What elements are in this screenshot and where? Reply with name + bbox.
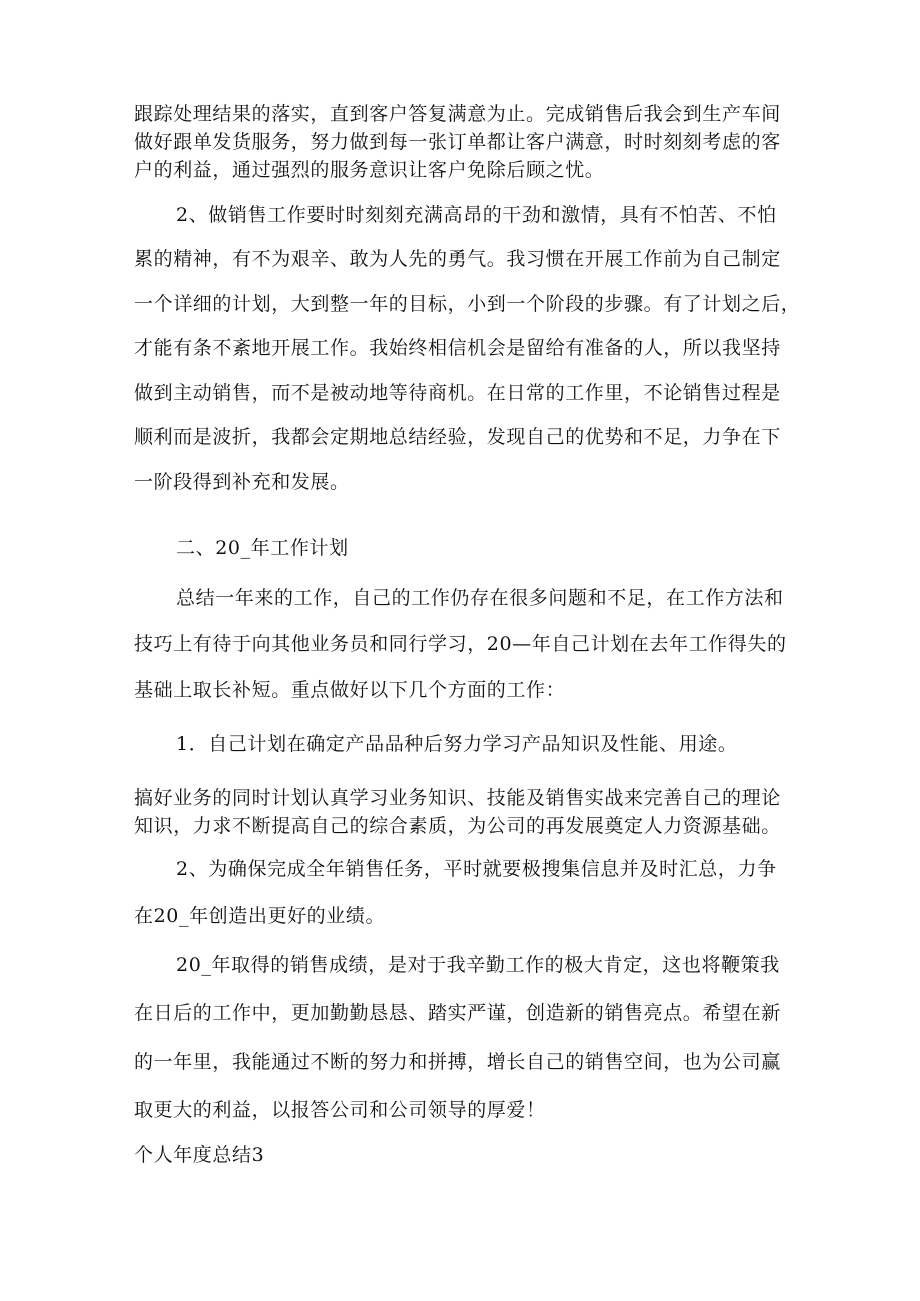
text-line: 户的利益，通过强烈的服务意识让客户免除后顾之忧。 <box>134 159 605 181</box>
text-line: 取更大的利益，以报答公司和公司领导的厚爱！ <box>134 1099 546 1121</box>
text-line: 搞好业务的同时计划认真学习业务知识、技能及销售实战来完善自己的理论 <box>134 787 781 809</box>
text-line: 跟踪处理结果的落实，直到客户答复满意为止。完成销售后我会到生产车间 <box>134 103 781 125</box>
text-line: 在日后的工作中，更加勤勤恳恳、踏实严谨，创造新的销售亮点。希望在新 <box>134 1002 781 1024</box>
text-line: 2、做销售工作要时时刻刻充满高昂的干劲和激情，具有不怕苦、不怕 <box>176 204 777 226</box>
text-line: 做到主动销售，而不是被动地等待商机。在日常的工作里，不论销售过程是 <box>134 382 781 404</box>
next-section-title: 个人年度总结3 <box>134 1144 265 1166</box>
text-line: 才能有条不紊地开展工作。我始终相信机会是留给有准备的人，所以我坚持 <box>134 337 781 359</box>
text-line: 知识，力求不断提高自己的综合素质，为公司的再发展奠定人力资源基础。 <box>134 815 781 837</box>
text-line: 总结一年来的工作，自己的工作仍存在很多问题和不足，在工作方法和 <box>176 587 784 609</box>
text-line: 累的精神，有不为艰辛、敢为人先的勇气。我习惯在开展工作前为自己制定 <box>134 248 781 270</box>
text-line: 做好跟单发货服务，努力做到每一张订单都让客户满意，时时刻刻考虑的客 <box>134 131 781 153</box>
section-heading: 二、20_年工作计划 <box>176 537 349 559</box>
text-line: 20_年取得的销售成绩，是对于我辛勤工作的极大肯定，这也将鞭策我 <box>176 954 780 976</box>
text-line: 2、为确保完成全年销售任务，平时就要极搜集信息并及时汇总，力争 <box>176 858 777 880</box>
text-line: 顺利而是波折，我都会定期地总结经验，发现自己的优势和不足，力争在下 <box>134 426 781 448</box>
text-line: 技巧上有待于向其他业务员和同行学习，20—年自己计划在去年工作得失的 <box>134 633 787 655</box>
text-line: 在20_年创造出更好的业绩。 <box>134 905 386 927</box>
text-line: 基础上取长补短。重点做好以下几个方面的工作： <box>134 679 566 701</box>
text-line: 一阶段得到补充和发展。 <box>134 471 350 493</box>
text-line: 一个详细的计划，大到整一年的目标，小到一个阶段的步骤。有了计划之后， <box>134 293 801 315</box>
list-item-1: 1．自己计划在确定产品品种后努力学习产品知识及性能、用途。 <box>176 733 738 755</box>
text-line: 的一年里，我能通过不断的努力和拼搏，增长自己的销售空间，也为公司赢 <box>134 1051 781 1073</box>
